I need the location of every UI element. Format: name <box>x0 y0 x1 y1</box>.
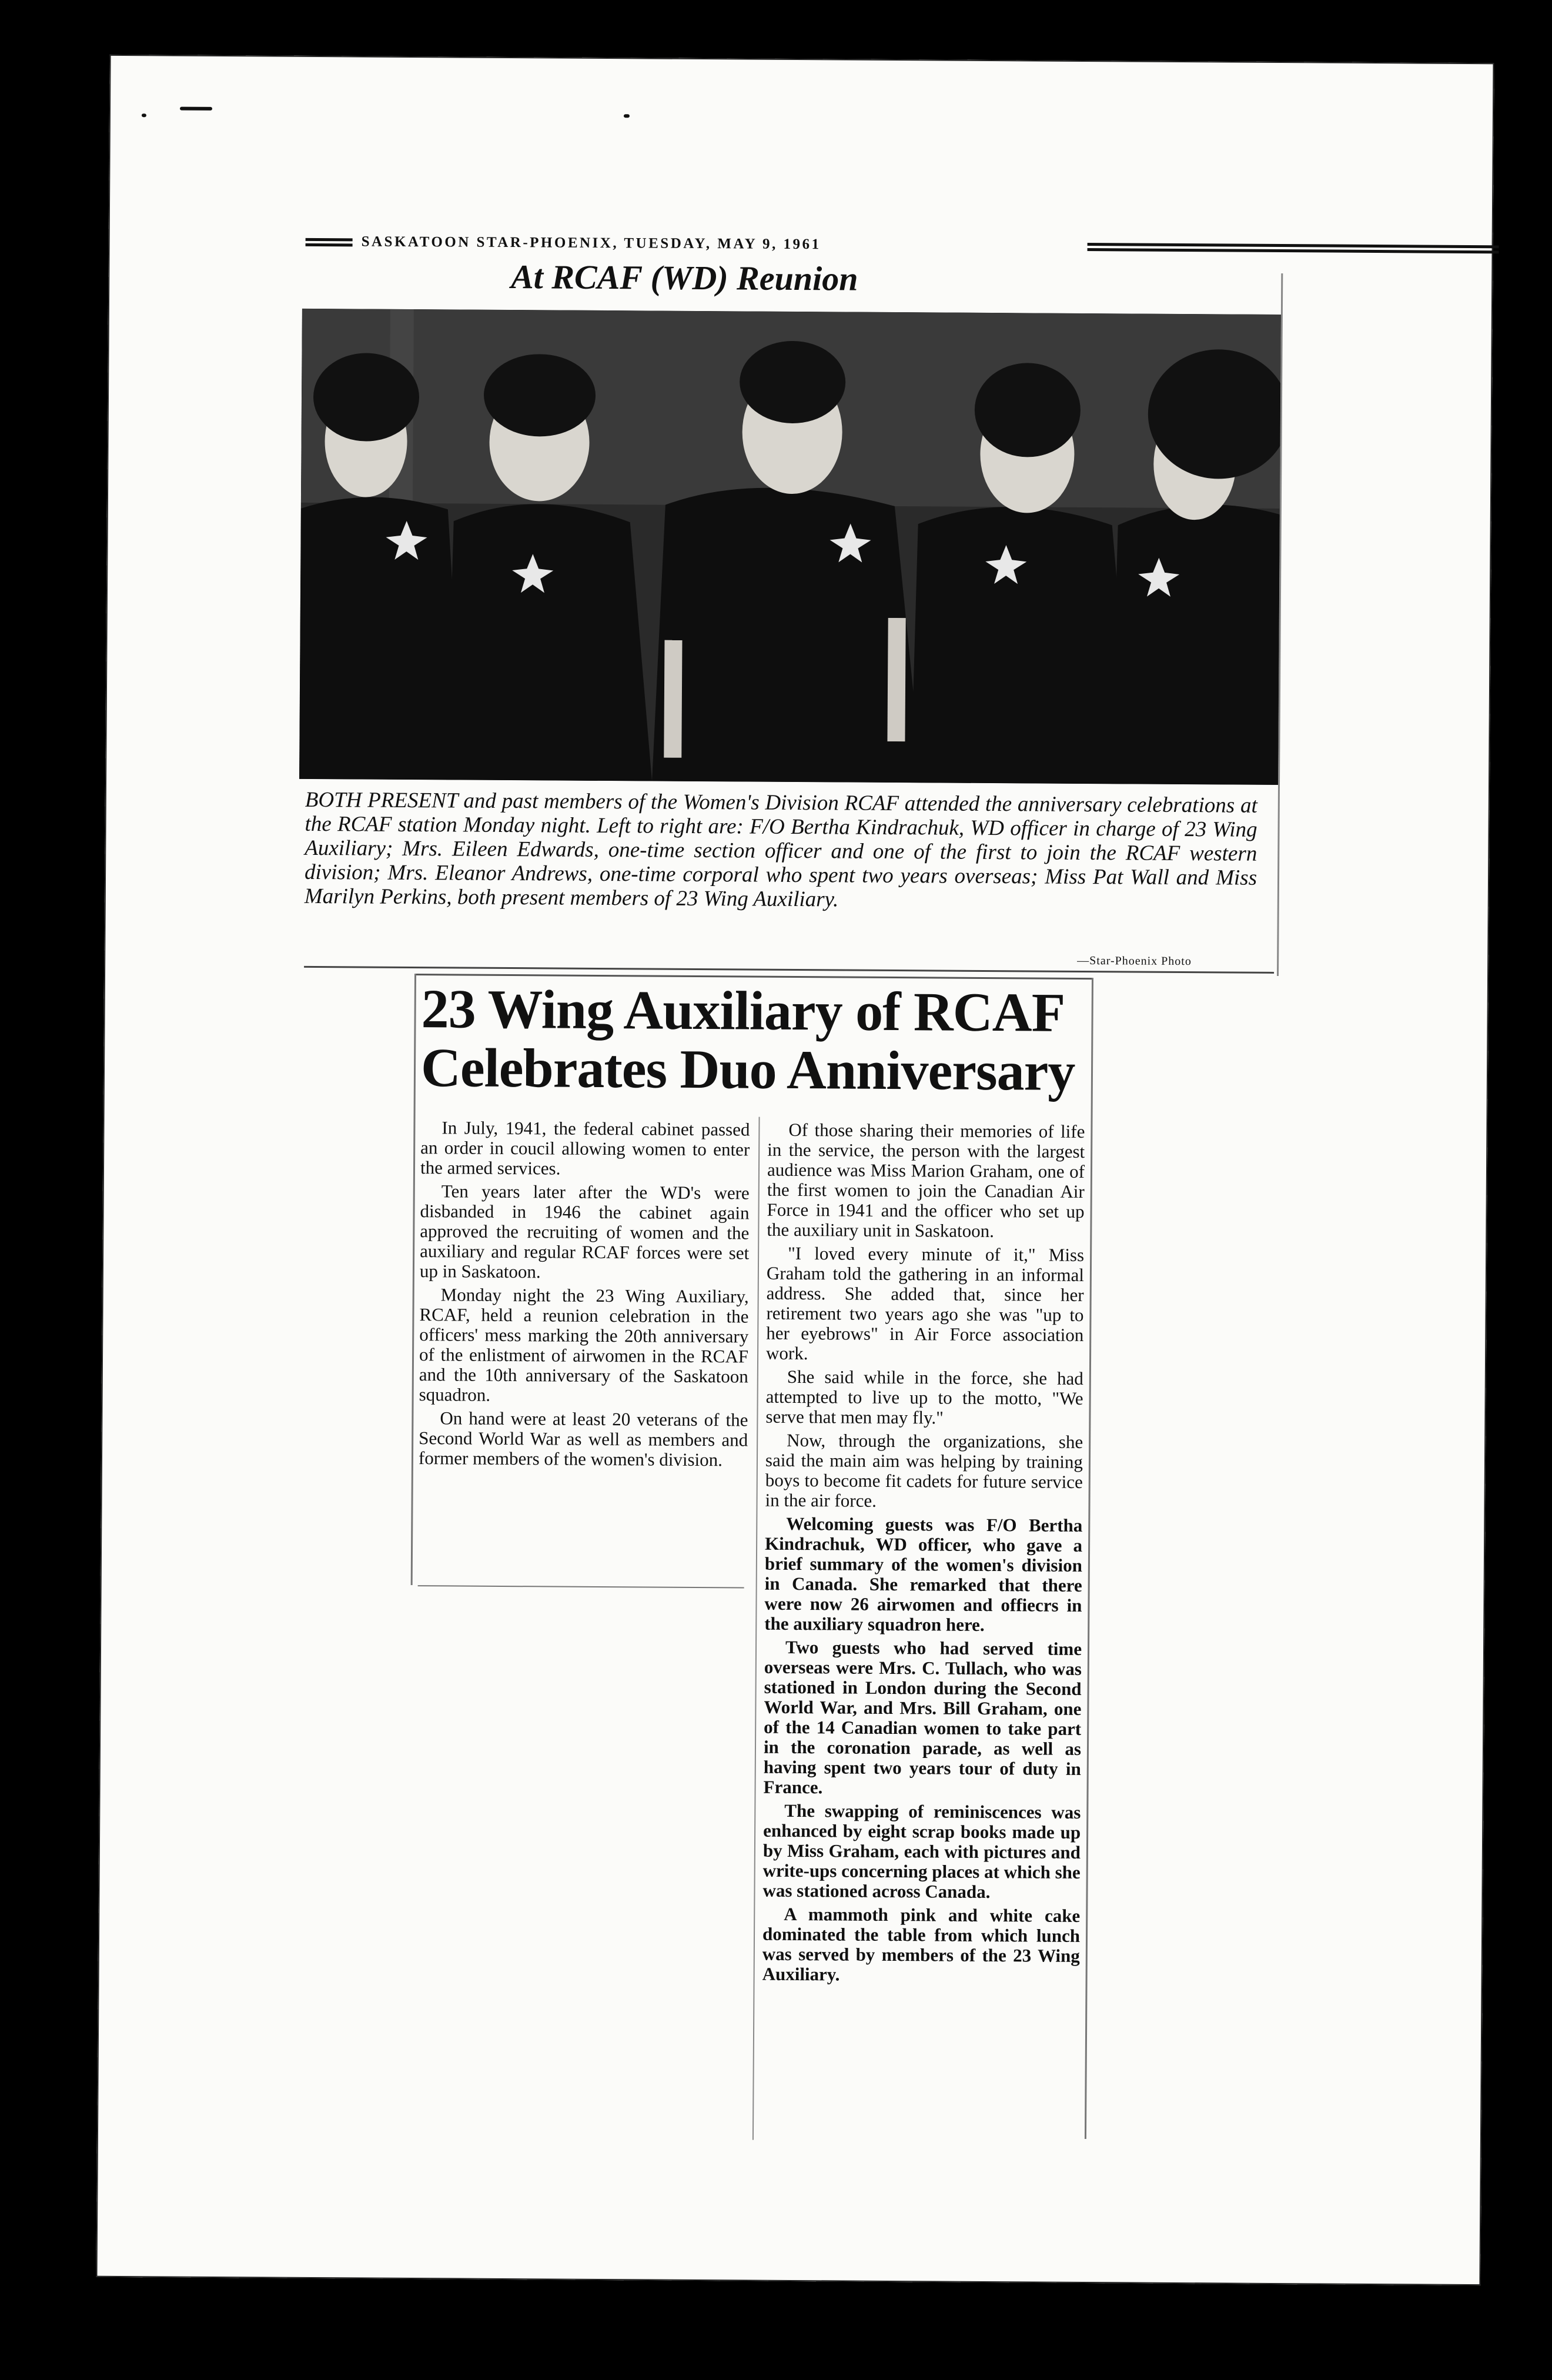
story-headline-line2: Celebrates Duo Anniversary <box>420 1037 1075 1102</box>
story-column-1 <box>419 1118 750 1473</box>
story-headline-line1: 23 Wing Auxiliary of RCAF <box>421 978 1065 1044</box>
photo-credit: —Star-Phoenix Photo <box>1077 954 1192 968</box>
photo-headline: At RCAF (WD) Reunion <box>510 258 858 298</box>
story-paragraph: A mammoth pink and white cake dominated the table from which lunch was served by members of the 23 Wing Auxiliary. <box>762 1903 1081 1985</box>
photo-illustration <box>299 309 1281 785</box>
story-headline <box>421 980 1089 1101</box>
story-paragraph: Monday night the 23 Wing Auxiliary, RCAF, held a reunion celebration in the officers' mess marking the 20th anniversary of the enlistment of airwomen in the RCAF and the 10th anniversary of the Saskatoon squadron. <box>419 1284 749 1405</box>
story-paragraph: In July, 1941, the federal cabinet passed an order in coucil allowing women to enter the armed services. <box>420 1117 750 1179</box>
scan-speck <box>624 114 630 118</box>
story-paragraph: On hand were at least 20 veterans of the Second World War as well as members and former members of the women's division. <box>418 1408 748 1470</box>
photo-caption: BOTH PRESENT and past members of the Women's Division RCAF attended the anniversary celebrations at the RCAF station Monday night. Left to right are: F/O Bertha Kindrachuk, WD officer in charge of 23 Wing Auxiliary; Mrs. Eileen Edwards, one-time section officer and one of the first to join the RCAF western division; Mrs. Eleanor Andrews, one-time corporal who spent two years overseas; Miss Pat Wall and Miss Marilyn Perkins, both present members of 23 Wing Auxiliary. <box>304 787 1257 912</box>
column-divider <box>752 1117 760 2140</box>
story-paragraph: Welcoming guests was F/O Bertha Kindrachuk, WD officer, who gave a brief summary of the women's division in Canada. She remarked that there were now 26 airwomen and offiecrs in the auxiliary squadron here. <box>764 1513 1083 1635</box>
story-rule-right <box>1085 978 1093 2139</box>
story-paragraph: The swapping of reminiscences was enhanced by eight scrap books made up by Miss Graham, each with pictures and write-ups concerning places at which she was stationed across Canada. <box>762 1800 1081 1903</box>
scan-speck <box>180 107 212 111</box>
story-paragraph: Ten years later after the WD's were disbanded in 1946 the cabinet again approved the recruiting of women and the auxiliary and regular RCAF forces were set up in Saskatoon. <box>419 1181 750 1282</box>
masthead-rule-right <box>1088 243 1499 253</box>
group-photo <box>299 309 1281 785</box>
newspaper-clipping <box>96 55 1494 2285</box>
scan-speck <box>142 113 146 117</box>
story-paragraph: Now, through the organizations, she said the main aim was helping by training boys to become fit cadets for future service in the air force. <box>765 1429 1083 1511</box>
masthead-text: SASKATOON STAR-PHOENIX, TUESDAY, MAY 9, 1961 <box>361 233 821 253</box>
story-paragraph: Of those sharing their memories of life in the service, the person with the largest audience was Miss Marion Graham, one of the first women to join the Canadian Air Force in 1941 and the officer who set up the auxiliary unit in Saskatoon. <box>767 1119 1085 1242</box>
story-rule-left <box>411 974 416 1585</box>
story-paragraph: She said while in the force, she had attempted to live up to the motto, "We serve that men may fly." <box>765 1366 1083 1428</box>
masthead-rule-left <box>306 238 353 246</box>
column-end-rule <box>418 1585 744 1588</box>
story-paragraph: Two guests who had served time overseas were Mrs. C. Tullach, who was stationed in London during the Second World War, and Mrs. Bill Graham, one of the 14 Canadian women to take part in the coronation parade, as well as having spent two years tour of duty in France. <box>763 1636 1082 1798</box>
story-column-2 <box>762 1120 1085 1990</box>
story-paragraph: "I loved every minute of it," Miss Graham told the gathering in an informal address. She added that, since her retirement two years ago she was "up to her eyebrows" in Air Force association work. <box>765 1242 1085 1364</box>
